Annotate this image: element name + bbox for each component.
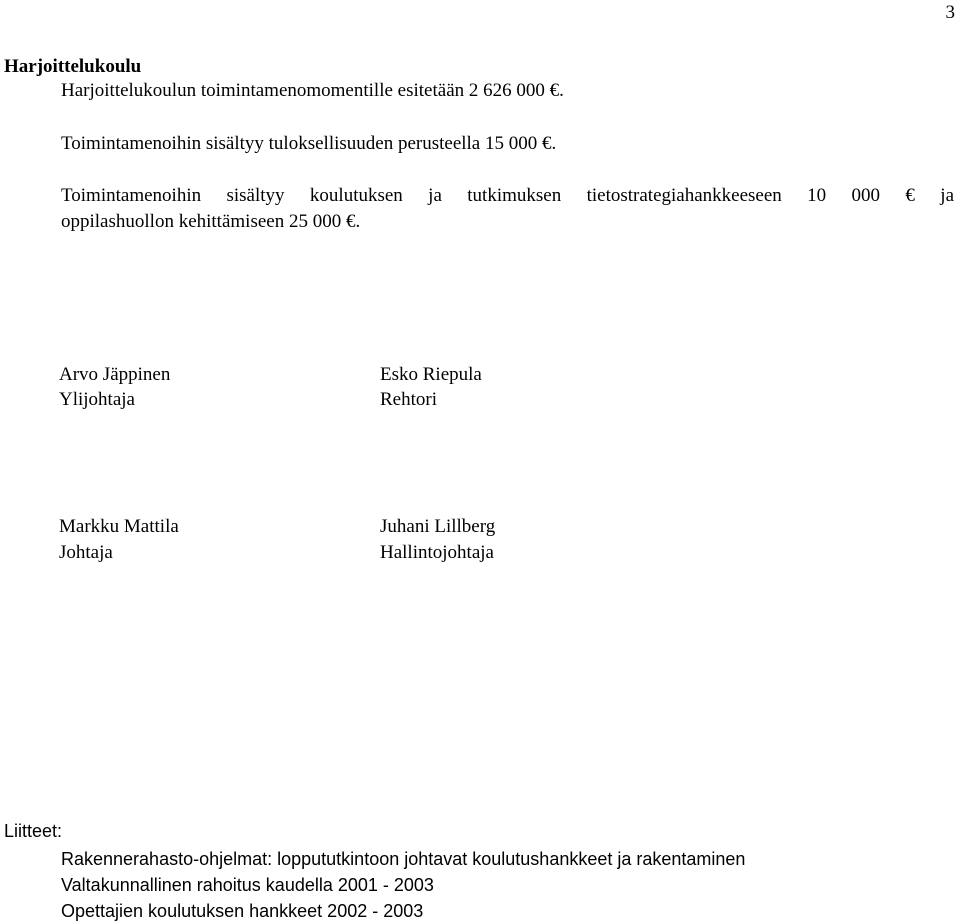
allocation-line-1: Toimintamenoihin sisältyy koulutuksen ja tutkimuksen tietostrategiahankkeeseen 10 000 € ja <box>61 185 954 206</box>
allocation-paragraph <box>61 183 954 235</box>
performance-paragraph: Toimintamenoihin sisältyy tuloksellisuuden perusteella 15 000 €. <box>61 133 557 154</box>
budget-paragraph: Harjoittelukoulun toimintamenomomentille esitetään 2 626 000 €. <box>61 80 564 101</box>
attachments-label: Liitteet: <box>4 821 63 841</box>
attachment-item: Valtakunnallinen rahoitus kaudella 2001 - 2003 <box>61 875 434 895</box>
signatory-name: Juhani Lillberg <box>380 516 496 537</box>
signatory-name: Arvo Jäppinen <box>59 364 171 385</box>
signatory-name: Markku Mattila <box>59 516 179 537</box>
allocation-line-2: oppilashuollon kehittämiseen 25 000 €. <box>61 211 361 232</box>
page-number: 3 <box>945 2 955 23</box>
signatory-title: Ylijohtaja <box>59 389 135 410</box>
signatory-name: Esko Riepula <box>380 364 482 385</box>
attachment-item: Opettajien koulutuksen hankkeet 2002 - 2003 <box>61 901 424 921</box>
signatory-title: Johtaja <box>59 542 113 563</box>
attachment-item: Rakennerahasto-ohjelmat: loppututkintoon johtavat koulutushankkeet ja rakentaminen <box>61 849 746 869</box>
section-heading: Harjoittelukoulu <box>4 56 142 77</box>
signatory-title: Hallintojohtaja <box>380 542 494 563</box>
signatory-title: Rehtori <box>380 389 437 410</box>
